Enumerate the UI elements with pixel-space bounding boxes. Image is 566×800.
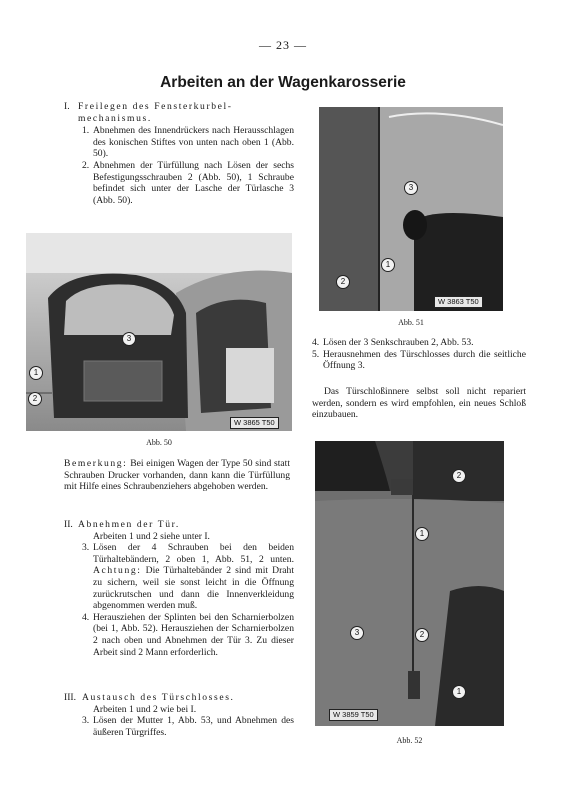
figure-marker: 2	[336, 275, 350, 289]
figure-marker: 2	[452, 469, 466, 483]
figure-marker: 1	[452, 685, 466, 699]
item-text: Herausziehen der Splinten bei den Scharnierbolzen (bei 1, Abb. 52). Herausziehen der Scharnierbolzen 2 nach oben und Abnehmen der Tür 3. Zu dieser Arbeit sind 2 Mann erforderlich.	[93, 611, 294, 658]
section-2-heading	[64, 519, 294, 531]
item-text: Abnehmen der Türfüllung nach Lösen der sechs Befestigungsschrauben 2 (Abb. 50), 1 Schraube befindet sich unter der Lasche der Türlasche 3 (Abb. 50).	[93, 159, 294, 206]
figure-52-photo	[315, 441, 504, 726]
item-number: 5.	[312, 348, 320, 360]
item-text	[93, 542, 294, 612]
right-note: Das Türschloßinnere selbst soll nicht repariert werden, sondern es wird empfohlen, ein neues Schloß einzubauen.	[312, 386, 526, 421]
section-2-intro: Arbeiten 1 und 2 siehe unter I.	[93, 530, 210, 542]
remark-text: Bei einigen Wagen der Type 50 sind statt Schrauben Drucker vorhanden, dann kann die Türfüllung mit Hilfe eines Schraubenziehers abgehoben werden.	[64, 458, 290, 493]
figure-stamp: W 3865 T50	[230, 417, 279, 429]
section-3-number: III.	[64, 692, 76, 703]
section-1-heading-line2: mechanismus.	[78, 112, 152, 124]
section-3-heading-text: Austausch des Türschlosses.	[82, 692, 235, 703]
figure-stamp: W 3863 T50	[434, 296, 483, 308]
car-side-door-image	[315, 441, 504, 726]
item-number: 3.	[82, 542, 90, 554]
item-number: 3.	[82, 715, 90, 727]
list-item	[82, 125, 294, 160]
figure-marker: 3	[350, 626, 364, 640]
item-text: Lösen der Mutter 1, Abb. 53, und Abnehmen des äußeren Türgriffes.	[93, 715, 294, 738]
item-text-main: Lösen der 4 Schrauben bei den beiden Türhaltebändern, 2 oben 1, Abb. 51, 2 unten.	[93, 542, 294, 565]
figure-51-caption: Abb. 51	[398, 318, 424, 327]
section-1-heading-line1: Freilegen des Fensterkurbel-	[78, 101, 233, 112]
figure-51-photo	[319, 107, 503, 311]
section-1-heading	[64, 101, 294, 113]
warning-text: Die Türhaltebänder 2 sind mit Draht zu sichern, weil sie sonst leicht in die Öffnung zurückrutschen und dann die Innenverkleidung abgenommen werden muß.	[93, 565, 294, 612]
section-1	[64, 101, 294, 206]
page-title: Arbeiten an der Wagenkarosserie	[160, 74, 406, 91]
remark	[64, 458, 290, 493]
figure-marker: 3	[122, 332, 136, 346]
page-number: — 23 —	[259, 38, 307, 52]
list-item	[82, 542, 294, 612]
figure-marker: 1	[29, 366, 43, 380]
section-2-heading-text: Abnehmen der Tür.	[78, 519, 180, 530]
item-text: Abnehmen des Innendrückers nach Herausschlagen des konischen Stiftes von unten nach oben 1 (Abb. 50).	[93, 125, 294, 160]
item-text: Herausnehmen des Türschlosses durch die seitliche Öffnung 3.	[323, 348, 526, 372]
list-item	[312, 349, 526, 372]
list-item	[312, 337, 526, 349]
figure-marker: 2	[28, 392, 42, 406]
figure-50-caption: Abb. 50	[146, 438, 172, 447]
figure-stamp: W 3859 T50	[329, 709, 378, 721]
item-number: 4.	[82, 611, 90, 623]
warning-label: Achtung:	[93, 565, 142, 577]
section-1-number: I.	[64, 101, 70, 112]
section-2	[64, 519, 294, 658]
section-3-heading	[64, 692, 294, 704]
list-item	[82, 160, 294, 206]
section-2-number: II.	[64, 519, 73, 530]
item-number: 4.	[312, 337, 320, 348]
item-number: 1.	[82, 125, 90, 137]
section-3-intro: Arbeiten 1 und 2 wie bei I.	[93, 703, 197, 715]
figure-marker: 1	[381, 258, 395, 272]
list-item	[82, 612, 294, 658]
figure-52-caption: Abb. 52	[396, 736, 423, 745]
figure-marker: 3	[404, 181, 418, 195]
figure-marker: 1	[415, 527, 429, 541]
figure-50-photo	[26, 233, 292, 431]
car-door-open-image	[26, 233, 292, 431]
figure-marker: 2	[415, 628, 429, 642]
section-3	[64, 692, 294, 738]
right-column-list	[312, 337, 526, 372]
list-item	[82, 715, 294, 738]
item-number: 2.	[82, 159, 90, 171]
remark-label: Bemerkung:	[64, 458, 128, 469]
item-text: Lösen der 3 Senkschrauben 2, Abb. 53.	[323, 337, 474, 348]
